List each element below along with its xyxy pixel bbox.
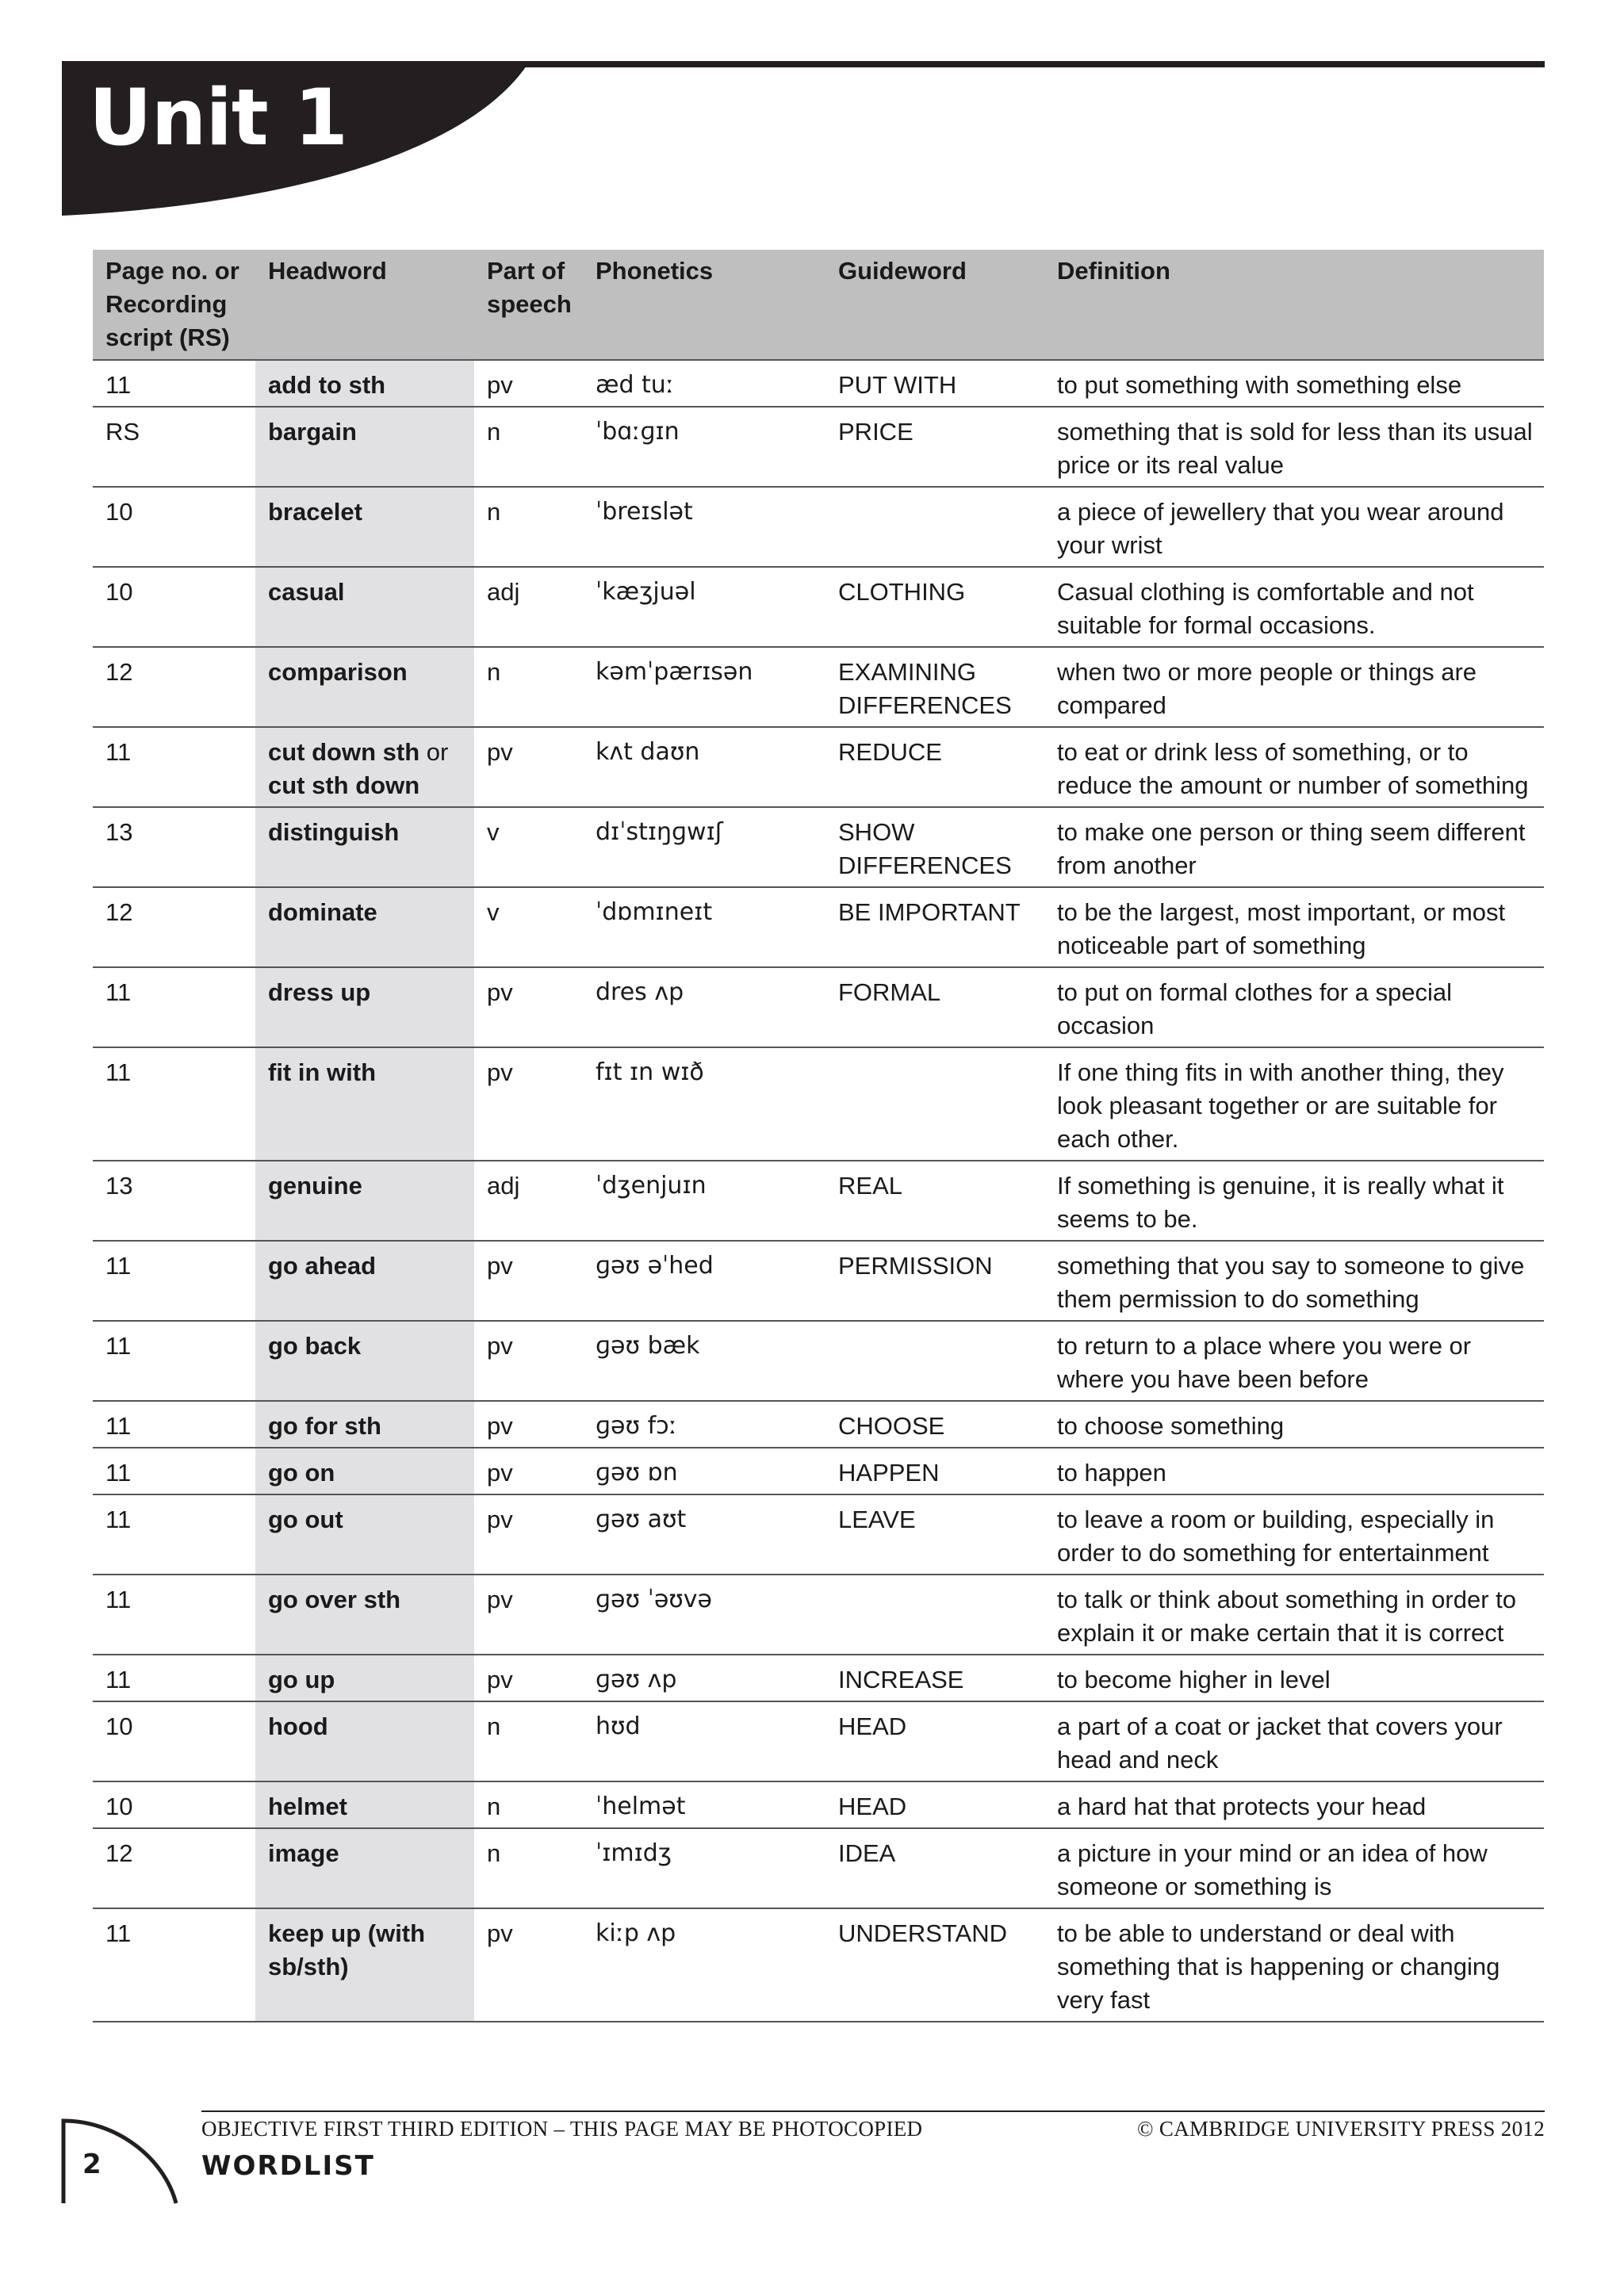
cell-headword: go on [255,1448,474,1494]
cell-guideword: CLOTHING [825,567,1044,647]
cell-part-of-speech: n [474,1781,583,1828]
headword-connector: or [426,738,449,766]
column-header-page: Page no. or Recording script (RS) [93,250,255,360]
footer-edition: OBJECTIVE FIRST THIRD EDITION – THIS PAGE MAY BE PHOTOCOPIED [201,2117,923,2141]
footer-rule [201,2110,1545,2112]
cell-phonetics: kiːp ʌp [583,1908,825,2022]
cell-definition: to choose something [1044,1401,1544,1448]
wordlist-table [93,250,1544,2022]
cell-page: 11 [93,1494,255,1575]
cell-phonetics: ˈɪmɪdʒ [583,1828,825,1908]
cell-phonetics: ɡəʊ əˈhed [583,1241,825,1321]
cell-guideword: IDEA [825,1828,1044,1908]
cell-guideword [825,1575,1044,1655]
cell-part-of-speech: v [474,807,583,887]
cell-part-of-speech: pv [474,1575,583,1655]
cell-headword: fit in with [255,1047,474,1161]
cell-headword: dress up [255,967,474,1047]
cell-headword [255,727,474,807]
cell-phonetics: dɪˈstɪŋɡwɪʃ [583,807,825,887]
cell-guideword: SHOW DIFFERENCES [825,807,1044,887]
table-row [93,360,1544,407]
cell-definition: something that you say to someone to give them permission to do something [1044,1241,1544,1321]
cell-phonetics: æd tuː [583,360,825,407]
cell-page: 11 [93,1908,255,2022]
table-row [93,1494,1544,1575]
cell-guideword: INCREASE [825,1655,1044,1701]
table-row [93,647,1544,727]
cell-guideword [825,1321,1044,1401]
cell-page: 12 [93,1828,255,1908]
cell-guideword: UNDERSTAND [825,1908,1044,2022]
cell-definition: Casual clothing is comfortable and not suitable for formal occasions. [1044,567,1544,647]
cell-headword: helmet [255,1781,474,1828]
table-row [93,1241,1544,1321]
cell-part-of-speech: pv [474,1401,583,1448]
cell-guideword: REAL [825,1161,1044,1241]
cell-page: 11 [93,1047,255,1161]
table-row [93,1908,1544,2022]
cell-headword: bargain [255,407,474,487]
cell-definition: to talk or think about something in order to explain it or make certain that it is correct [1044,1575,1544,1655]
unit-title: Unit 1 [89,73,348,163]
cell-phonetics: ˈbreɪslət [583,487,825,567]
cell-definition: a picture in your mind or an idea of how someone or something is [1044,1828,1544,1908]
cell-headword: dominate [255,887,474,967]
cell-definition: to become higher in level [1044,1655,1544,1701]
table-row [93,1575,1544,1655]
headword-text: cut down sth [268,738,420,766]
cell-guideword [825,1047,1044,1161]
cell-definition: If one thing fits in with another thing, they look pleasant together or are suitable for each other. [1044,1047,1544,1161]
cell-phonetics: ˈkæʒjuəl [583,567,825,647]
cell-definition: to make one person or thing seem different from another [1044,807,1544,887]
cell-phonetics: ɡəʊ fɔː [583,1401,825,1448]
cell-definition: to be able to understand or deal with something that is happening or changing very fast [1044,1908,1544,2022]
cell-phonetics: ɡəʊ aʊt [583,1494,825,1575]
table-row [93,1655,1544,1701]
cell-page: 12 [93,647,255,727]
footer-section-title: WORDLIST [201,2150,375,2182]
cell-headword: go ahead [255,1241,474,1321]
headword-alt: cut sth down [268,771,420,799]
cell-headword: go for sth [255,1401,474,1448]
cell-phonetics: ˈhelmət [583,1781,825,1828]
cell-page: 11 [93,360,255,407]
cell-part-of-speech: n [474,487,583,567]
cell-headword: casual [255,567,474,647]
cell-headword: hood [255,1701,474,1781]
cell-part-of-speech: pv [474,727,583,807]
cell-guideword: LEAVE [825,1494,1044,1575]
cell-part-of-speech: pv [474,1908,583,2022]
column-header-definition: Definition [1044,250,1544,360]
table-row [93,1701,1544,1781]
cell-definition: to return to a place where you were or where you have been before [1044,1321,1544,1401]
table-row [93,1448,1544,1494]
table-row [93,567,1544,647]
cell-page: 11 [93,727,255,807]
table-row [93,1401,1544,1448]
cell-page: RS [93,407,255,487]
cell-headword: go out [255,1494,474,1575]
cell-phonetics: ɡəʊ ɒn [583,1448,825,1494]
cell-part-of-speech: pv [474,1241,583,1321]
cell-definition: to happen [1044,1448,1544,1494]
cell-guideword: BE IMPORTANT [825,887,1044,967]
cell-guideword: PUT WITH [825,360,1044,407]
wordlist-body [93,360,1544,2022]
cell-definition: when two or more people or things are compared [1044,647,1544,727]
cell-phonetics: ˈdɒmɪneɪt [583,887,825,967]
cell-guideword: PERMISSION [825,1241,1044,1321]
cell-part-of-speech: pv [474,1321,583,1401]
cell-phonetics: dres ʌp [583,967,825,1047]
cell-definition: a hard hat that protects your head [1044,1781,1544,1828]
cell-guideword [825,487,1044,567]
table-row [93,1321,1544,1401]
cell-page: 10 [93,487,255,567]
cell-phonetics: ˈbɑːɡɪn [583,407,825,487]
cell-page: 10 [93,1781,255,1828]
cell-phonetics: kəmˈpærɪsən [583,647,825,727]
cell-guideword: EXAMINING DIFFERENCES [825,647,1044,727]
cell-guideword: PRICE [825,407,1044,487]
cell-phonetics: kʌt daʊn [583,727,825,807]
cell-part-of-speech: n [474,647,583,727]
cell-page: 10 [93,1701,255,1781]
cell-guideword: HAPPEN [825,1448,1044,1494]
cell-part-of-speech: n [474,407,583,487]
cell-page: 13 [93,807,255,887]
cell-definition: to be the largest, most important, or most noticeable part of something [1044,887,1544,967]
cell-page: 11 [93,1655,255,1701]
cell-definition: to put something with something else [1044,360,1544,407]
cell-headword: comparison [255,647,474,727]
table-row [93,1161,1544,1241]
table-header-row [93,250,1544,360]
table-row [93,487,1544,567]
table-row [93,967,1544,1047]
cell-phonetics: ˈdʒenjuɪn [583,1161,825,1241]
cell-guideword: CHOOSE [825,1401,1044,1448]
cell-page: 12 [93,887,255,967]
cell-definition: to put on formal clothes for a special occasion [1044,967,1544,1047]
cell-part-of-speech: pv [474,1494,583,1575]
cell-definition: to leave a room or building, especially in order to do something for entertainment [1044,1494,1544,1575]
cell-definition: something that is sold for less than its usual price or its real value [1044,407,1544,487]
cell-guideword: HEAD [825,1701,1044,1781]
cell-definition: a piece of jewellery that you wear around your wrist [1044,487,1544,567]
cell-phonetics: hʊd [583,1701,825,1781]
cell-page: 11 [93,967,255,1047]
table-row [93,1781,1544,1828]
column-header-phonetics: Phonetics [583,250,825,360]
cell-headword: image [255,1828,474,1908]
cell-part-of-speech: pv [474,967,583,1047]
column-header-part-of-speech: Part of speech [474,250,583,360]
page-tab [61,2118,178,2206]
cell-headword: bracelet [255,487,474,567]
cell-part-of-speech: adj [474,567,583,647]
cell-headword: distinguish [255,807,474,887]
cell-part-of-speech: n [474,1828,583,1908]
cell-page: 11 [93,1401,255,1448]
cell-definition: to eat or drink less of something, or to reduce the amount or number of something [1044,727,1544,807]
cell-part-of-speech: n [474,1701,583,1781]
table-row [93,807,1544,887]
cell-headword: go up [255,1655,474,1701]
cell-part-of-speech: v [474,887,583,967]
page-number: 2 [82,2149,102,2180]
footer-copyright: © CAMBRIDGE UNIVERSITY PRESS 2012 [1137,2117,1545,2141]
cell-guideword: HEAD [825,1781,1044,1828]
cell-definition: a part of a coat or jacket that covers your head and neck [1044,1701,1544,1781]
cell-headword: genuine [255,1161,474,1241]
cell-headword: add to sth [255,360,474,407]
table-row [93,887,1544,967]
cell-headword: go back [255,1321,474,1401]
table-row [93,727,1544,807]
cell-part-of-speech: pv [474,1047,583,1161]
cell-phonetics: ɡəʊ ˈəʊvə [583,1575,825,1655]
cell-guideword: REDUCE [825,727,1044,807]
cell-page: 10 [93,567,255,647]
cell-part-of-speech: pv [474,360,583,407]
cell-page: 11 [93,1321,255,1401]
cell-page: 11 [93,1575,255,1655]
cell-part-of-speech: adj [474,1161,583,1241]
cell-phonetics: ɡəʊ bæk [583,1321,825,1401]
cell-phonetics: fɪt ɪn wɪð [583,1047,825,1161]
table-row [93,1047,1544,1161]
cell-guideword: FORMAL [825,967,1044,1047]
cell-page: 11 [93,1241,255,1321]
cell-page: 11 [93,1448,255,1494]
cell-headword: go over sth [255,1575,474,1655]
table-row [93,1828,1544,1908]
cell-definition: If something is genuine, it is really what it seems to be. [1044,1161,1544,1241]
column-header-headword: Headword [255,250,474,360]
cell-part-of-speech: pv [474,1655,583,1701]
cell-phonetics: ɡəʊ ʌp [583,1655,825,1701]
table-row [93,407,1544,487]
cell-page: 13 [93,1161,255,1241]
column-header-guideword: Guideword [825,250,1044,360]
cell-part-of-speech: pv [474,1448,583,1494]
cell-headword: keep up (with sb/sth) [255,1908,474,2022]
